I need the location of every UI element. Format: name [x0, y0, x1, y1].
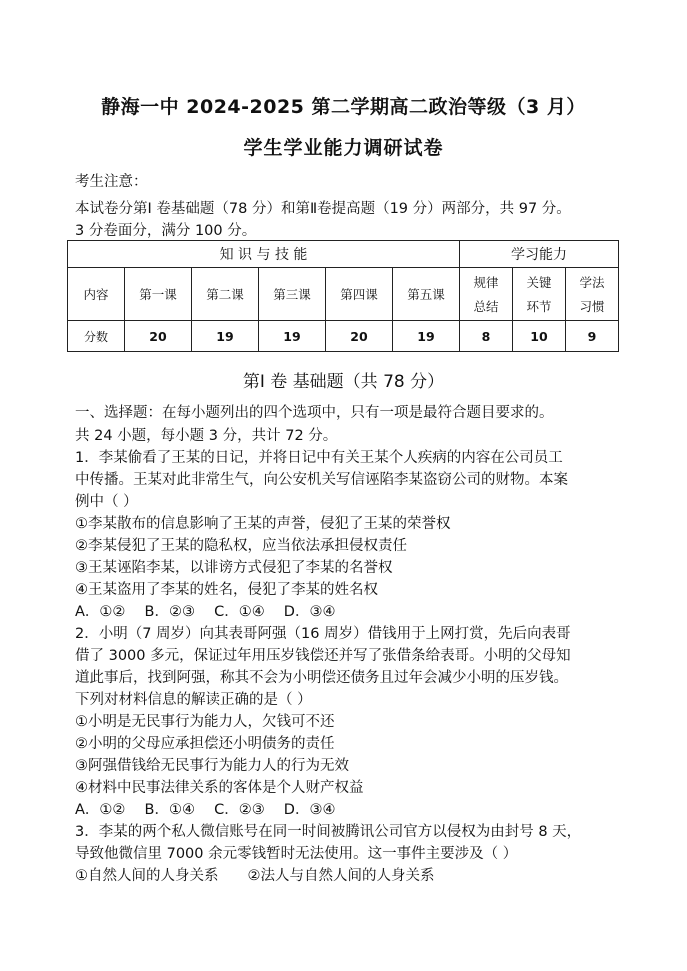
q3-options: ①自然人间的人身关系 ②法人与自然人间的人身关系 — [75, 868, 435, 884]
score-cell: 20 — [326, 321, 393, 352]
instruction-line-2: 共 24 小题，每小题 3 分，共计 72 分。 — [75, 428, 338, 444]
score-table — [67, 240, 619, 352]
q2-stem-line-4: 下列对材料信息的解读正确的是（ ） — [75, 692, 312, 708]
col-lesson-1: 第一课 — [125, 268, 192, 321]
q2-option-2: ②小明的父母应承担偿还小明债务的责任 — [75, 736, 335, 752]
instruction-line-1: 一、选择题：在每小题列出的四个选项中，只有一项是最符合题目要求的。 — [75, 405, 554, 421]
col-ability-3-line-1: 学法 — [579, 275, 605, 290]
q1-option-1: ①李某散布的信息影响了王某的声誉，侵犯了王某的荣誉权 — [75, 516, 451, 532]
q1-stem-line-1: 1．李某偷看了王某的日记，并将日记中有关王某个人疾病的内容在公司员工 — [75, 450, 563, 466]
score-cell: 19 — [393, 321, 460, 352]
col-ability-1 — [460, 268, 513, 321]
table-group-ability: 学习能力 — [460, 241, 619, 268]
q2-option-3: ③阿强借钱给无民事行为能力人的行为无效 — [75, 758, 349, 774]
col-ability-1-line-2: 总结 — [473, 299, 499, 314]
q1-stem-line-3: 例中（ ） — [75, 494, 138, 510]
score-cell: 19 — [259, 321, 326, 352]
score-cell: 19 — [192, 321, 259, 352]
score-cell: 10 — [513, 321, 566, 352]
q1-option-4: ④王某盗用了李某的姓名，侵犯了李某的姓名权 — [75, 582, 378, 598]
q2-stem-line-2: 借了 3000 多元，保证过年用压岁钱偿还并写了张借条给表哥。小明的父母知 — [75, 648, 571, 664]
score-cell: 8 — [460, 321, 513, 352]
row-label-content: 内容 — [68, 268, 125, 321]
col-ability-2-line-2: 环节 — [526, 299, 552, 314]
col-ability-3 — [566, 268, 619, 321]
q1-option-2: ②李某侵犯了王某的隐私权，应当依法承担侵权责任 — [75, 538, 407, 554]
q1-option-3: ③王某诬陷李某，以诽谤方式侵犯了李某的名誉权 — [75, 560, 393, 576]
col-lesson-3: 第三课 — [259, 268, 326, 321]
table-group-knowledge: 知 识 与 技 能 — [68, 241, 460, 268]
q2-option-1: ①小明是无民事行为能力人，欠钱可不还 — [75, 714, 335, 730]
q2-option-4: ④材料中民事法律关系的客体是个人财产权益 — [75, 780, 364, 796]
q1-answers: A．①② B．②③ C．①④ D．③④ — [75, 604, 336, 620]
q2-stem-line-3: 道此事后，找到阿强，称其不会为小明偿还债务且过年会减少小明的压岁钱。 — [75, 670, 568, 686]
q3-stem-line-1: 3．李某的两个私人微信账号在同一时间被腾讯公司官方以侵权为由封号 8 天， — [75, 824, 582, 840]
score-cell: 9 — [566, 321, 619, 352]
notice-line-1: 本试卷分第Ⅰ 卷基础题（78 分）和第Ⅱ卷提高题（19 分）两部分，共 97 分。 — [75, 201, 571, 217]
col-lesson-2: 第二课 — [192, 268, 259, 321]
col-lesson-5: 第五课 — [393, 268, 460, 321]
notice-line-2: 3 分卷面分，满分 100 分。 — [75, 223, 257, 239]
q3-stem-line-2: 导致他微信里 7000 余元零钱暂时无法使用。这一事件主要涉及（ ） — [75, 846, 518, 862]
section-title: 第Ⅰ 卷 基础题（共 78 分） — [242, 372, 445, 392]
q2-stem-line-1: 2．小明（7 周岁）向其表哥阿强（16 周岁）借钱用于上网打赏，先后向表哥 — [75, 626, 571, 642]
q1-stem-line-2: 中传播。王某对此非常生气，向公安机关写信诬陷李某盗窃公司的财物。本案 — [75, 472, 568, 488]
row-label-score: 分数 — [68, 321, 125, 352]
page-title: 静海一中 2024-2025 第二学期高二政治等级（3 月） — [101, 96, 586, 118]
score-cell: 20 — [125, 321, 192, 352]
page-subtitle: 学生学业能力调研试卷 — [243, 137, 444, 159]
col-ability-2 — [513, 268, 566, 321]
col-ability-3-line-2: 习惯 — [579, 299, 605, 314]
col-lesson-4: 第四课 — [326, 268, 393, 321]
notice-label: 考生注意： — [75, 174, 148, 190]
q2-answers: A．①② B．①④ C．②③ D．③④ — [75, 802, 336, 818]
col-ability-2-line-1: 关键 — [526, 275, 552, 290]
col-ability-1-line-1: 规律 — [473, 275, 499, 290]
